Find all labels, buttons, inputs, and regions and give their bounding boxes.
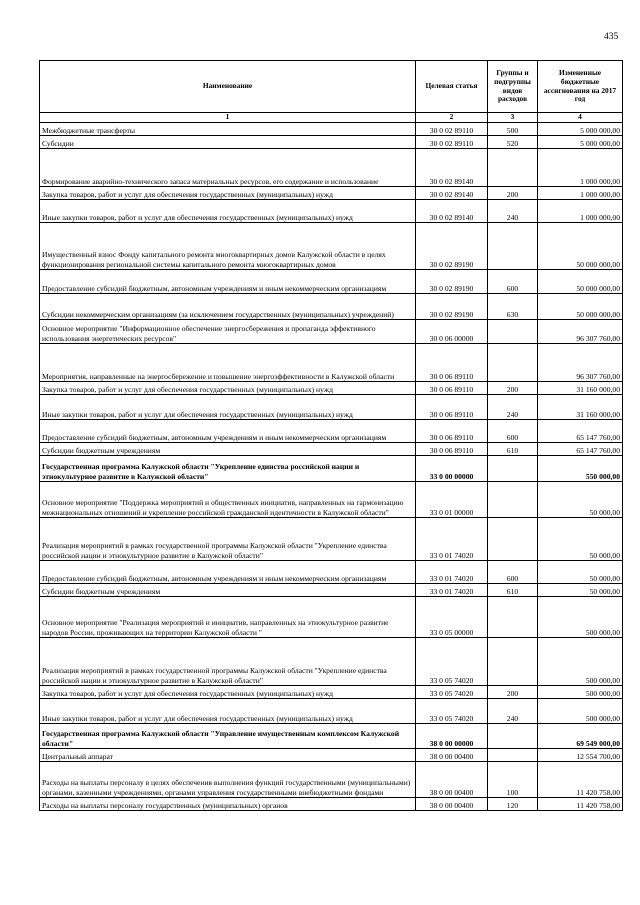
row-name: Реализация мероприятий в рамках государственной программы Калужской области "Укрепление единства российской нации и этнокультурное развитие в Калужской области" [40, 638, 416, 686]
row-group: 610 [488, 443, 538, 456]
row-amount: 500 000,00 [538, 638, 623, 686]
row-group [488, 638, 538, 686]
row-code: 30 0 06 89110 [416, 382, 488, 395]
row-name: Субсидии [40, 136, 416, 149]
row-code: 30 0 02 89110 [416, 123, 488, 136]
row-group [488, 344, 538, 382]
row-amount: 96 307 760,00 [538, 344, 623, 382]
table-row [40, 200, 623, 223]
row-code: 33 0 00 00000 [416, 456, 488, 482]
row-code: 30 0 06 89110 [416, 395, 488, 420]
row-group [488, 749, 538, 762]
table-row [40, 136, 623, 149]
row-name: Закупка товаров, работ и услуг для обеспечения государственных (муниципальных) нужд [40, 382, 416, 395]
row-code: 30 0 02 89140 [416, 200, 488, 223]
row-name: Закупка товаров, работ и услуг для обеспечения государственных (муниципальных) нужд [40, 187, 416, 200]
row-code: 33 0 05 74020 [416, 686, 488, 699]
row-name: Реализация мероприятий в рамках государственной программы Калужской области "Укрепление единства российской нации и этнокультурное развитие в Калужской области" [40, 518, 416, 561]
table-row [40, 223, 623, 270]
table-row [40, 456, 623, 482]
row-code: 30 0 02 89190 [416, 270, 488, 294]
row-group [488, 724, 538, 749]
row-code: 30 0 02 89190 [416, 294, 488, 320]
row-code: 33 0 05 00000 [416, 597, 488, 638]
table-row [40, 762, 623, 798]
table-row [40, 699, 623, 724]
page-number: 435 [604, 32, 619, 42]
row-amount: 550 000,00 [538, 456, 623, 482]
row-code: 30 0 02 89140 [416, 149, 488, 187]
row-group: 500 [488, 123, 538, 136]
row-group: 100 [488, 762, 538, 798]
row-group: 520 [488, 136, 538, 149]
row-name: Государственная программа Калужской области "Укрепление единства российской нации и этнокультурное развитие в Калужской области" [40, 456, 416, 482]
row-group: 240 [488, 699, 538, 724]
header-group: Группы и подгруппы видов расходов [488, 61, 538, 113]
row-group [488, 223, 538, 270]
row-amount: 50 000,00 [538, 584, 623, 597]
row-name: Основное мероприятие "Реализация мероприятий и инициатив, направленных на этнокультурное развитие народов России, проживающих на территории Калужской области " [40, 597, 416, 638]
table-row [40, 724, 623, 749]
row-code: 30 0 02 89110 [416, 136, 488, 149]
row-amount: 500 000,00 [538, 597, 623, 638]
table-row [40, 270, 623, 294]
row-code: 33 0 01 74020 [416, 584, 488, 597]
budget-table [39, 60, 623, 811]
table-row [40, 798, 623, 811]
row-code: 33 0 01 00000 [416, 482, 488, 518]
table-row [40, 382, 623, 395]
table-row [40, 320, 623, 344]
header-num-3: 3 [488, 113, 538, 123]
row-amount: 50 000,00 [538, 518, 623, 561]
header-name: Наименование [40, 61, 416, 113]
row-name: Предоставление субсидий бюджетным, автономным учреждениям и иным некоммерческим организациям [40, 270, 416, 294]
row-amount: 31 160 000,00 [538, 382, 623, 395]
row-amount: 65 147 760,00 [538, 443, 623, 456]
table-row [40, 344, 623, 382]
row-code: 33 0 01 74020 [416, 518, 488, 561]
row-name: Расходы на выплаты персоналу государственных (муниципальных) органов [40, 798, 416, 811]
row-code: 30 0 02 89190 [416, 223, 488, 270]
row-amount: 50 000,00 [538, 482, 623, 518]
row-amount: 50 000 000,00 [538, 223, 623, 270]
table-row [40, 294, 623, 320]
row-amount: 500 000,00 [538, 699, 623, 724]
row-code: 33 0 05 74020 [416, 699, 488, 724]
table-row [40, 443, 623, 456]
row-amount: 96 307 760,00 [538, 320, 623, 344]
header-num-1: 1 [40, 113, 416, 123]
row-group: 200 [488, 382, 538, 395]
row-group [488, 456, 538, 482]
row-group: 600 [488, 561, 538, 584]
row-code: 30 0 06 89110 [416, 420, 488, 443]
row-group: 240 [488, 200, 538, 223]
row-name: Субсидии некоммерческим организациям (за исключением государственных (муниципальных) учреждений) [40, 294, 416, 320]
row-group: 200 [488, 686, 538, 699]
table-row [40, 686, 623, 699]
row-name: Мероприятия, направленные на энергосбережение и повышение энергоэффективности в Калужской области [40, 344, 416, 382]
row-group: 600 [488, 270, 538, 294]
table-body [40, 123, 623, 811]
row-name: Иные закупки товаров, работ и услуг для обеспечения государственных (муниципальных) нужд [40, 200, 416, 223]
row-group: 200 [488, 187, 538, 200]
row-code: 33 0 05 74020 [416, 638, 488, 686]
row-group [488, 597, 538, 638]
row-amount: 69 549 000,00 [538, 724, 623, 749]
row-name: Иные закупки товаров, работ и услуг для обеспечения государственных (муниципальных) нужд [40, 699, 416, 724]
row-amount: 12 554 700,00 [538, 749, 623, 762]
row-group: 630 [488, 294, 538, 320]
row-name: Предоставление субсидий бюджетным, автономным учреждениям и иным некоммерческим организациям [40, 420, 416, 443]
row-group: 600 [488, 420, 538, 443]
header-code: Целевая статья [416, 61, 488, 113]
table-row [40, 597, 623, 638]
row-amount: 11 420 758,00 [538, 798, 623, 811]
table-row [40, 420, 623, 443]
row-amount: 1 000 000,00 [538, 149, 623, 187]
row-code: 38 0 00 00400 [416, 798, 488, 811]
row-amount: 1 000 000,00 [538, 187, 623, 200]
row-code: 30 0 02 89140 [416, 187, 488, 200]
row-name: Предоставление субсидий бюджетным, автономным учреждениям и иным некоммерческим организациям [40, 561, 416, 584]
row-group [488, 149, 538, 187]
row-name: Межбюджетные трансферты [40, 123, 416, 136]
row-amount: 5 000 000,00 [538, 123, 623, 136]
row-group [488, 482, 538, 518]
row-group [488, 518, 538, 561]
header-row [40, 61, 623, 113]
row-code: 38 0 00 00400 [416, 749, 488, 762]
table-row [40, 638, 623, 686]
header-num-2: 2 [416, 113, 488, 123]
row-name: Основное мероприятие "Информационное обеспечение энергосбережения и пропаганда эффективного использования энергетических ресурсов" [40, 320, 416, 344]
row-name: Центральный аппарат [40, 749, 416, 762]
row-name: Иные закупки товаров, работ и услуг для обеспечения государственных (муниципальных) нужд [40, 395, 416, 420]
header-amount: Измененные бюджетные ассигнования на 2017 год [538, 61, 623, 113]
row-name: Государственная программа Калужской области "Управление имущественным комплексом Калужской области" [40, 724, 416, 749]
row-amount: 50 000 000,00 [538, 294, 623, 320]
table-row [40, 187, 623, 200]
row-amount: 50 000 000,00 [538, 270, 623, 294]
row-name: Субсидии бюджетным учреждениям [40, 584, 416, 597]
table-row [40, 149, 623, 187]
row-code: 30 0 06 00000 [416, 320, 488, 344]
table-row [40, 395, 623, 420]
row-group: 120 [488, 798, 538, 811]
row-code: 33 0 01 74020 [416, 561, 488, 584]
row-group [488, 320, 538, 344]
table-row [40, 561, 623, 584]
table-row [40, 482, 623, 518]
row-group: 240 [488, 395, 538, 420]
row-code: 38 0 00 00400 [416, 762, 488, 798]
header-num-4: 4 [538, 113, 623, 123]
row-amount: 65 147 760,00 [538, 420, 623, 443]
row-code: 30 0 06 89110 [416, 443, 488, 456]
table-row [40, 518, 623, 561]
row-name: Субсидии бюджетным учреждениям [40, 443, 416, 456]
table-row [40, 749, 623, 762]
row-name: Имущественный взнос Фонду капитального ремонта многоквартирных домов Калужской области в целях функционирования региональной системы капитального ремонта многоквартирных домов [40, 223, 416, 270]
row-code: 38 0 00 00000 [416, 724, 488, 749]
row-name: Расходы на выплаты персоналу в целях обеспечения выполнения функций государственными (муниципальными) органами, казенными учреждениями, органами управления государственными внебюджетными фондами [40, 762, 416, 798]
row-amount: 500 000,00 [538, 686, 623, 699]
row-amount: 50 000,00 [538, 561, 623, 584]
row-name: Закупка товаров, работ и услуг для обеспечения государственных (муниципальных) нужд [40, 686, 416, 699]
row-amount: 5 000 000,00 [538, 136, 623, 149]
table-row [40, 123, 623, 136]
row-name: Формирование аварийно-технического запаса материальных ресурсов, его содержание и использование [40, 149, 416, 187]
row-code: 30 0 06 89110 [416, 344, 488, 382]
row-amount: 1 000 000,00 [538, 200, 623, 223]
table-row [40, 584, 623, 597]
row-group: 610 [488, 584, 538, 597]
row-name: Основное мероприятие "Поддержка мероприятий и общественных инициатив, направленных на гармонизацию межнациональных отношений и укрепление российской гражданской идентичности в Калужской области" [40, 482, 416, 518]
header-number-row [40, 113, 623, 123]
row-amount: 31 160 000,00 [538, 395, 623, 420]
row-amount: 11 420 758,00 [538, 762, 623, 798]
